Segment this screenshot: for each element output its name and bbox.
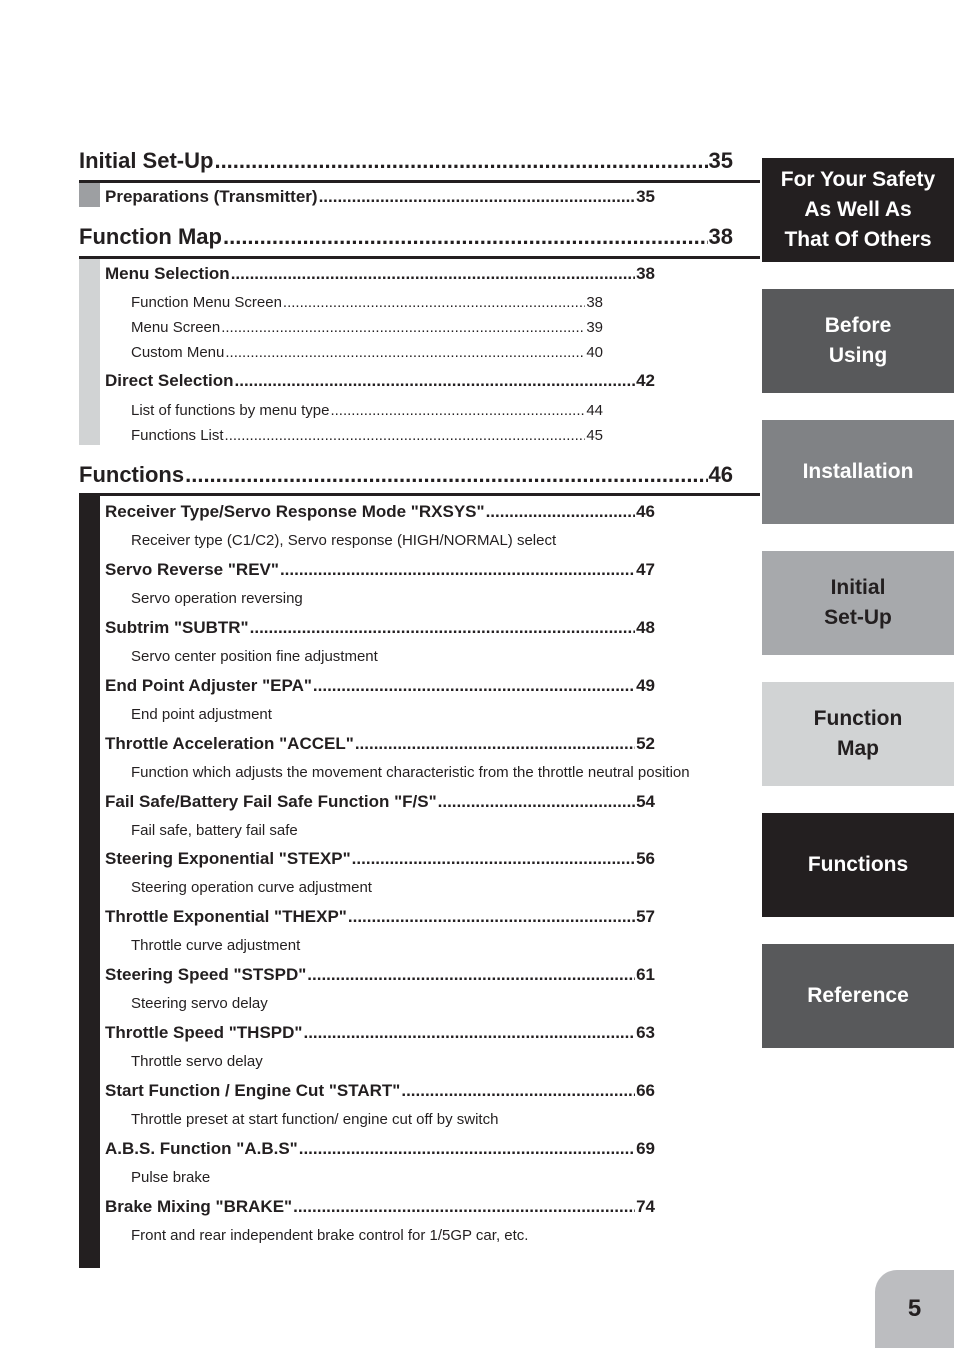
section-initial-setup — [79, 148, 760, 210]
toc-entry[interactable]: Throttle Acceleration "ACCEL" ..... 52 — [105, 734, 655, 754]
entry-description: Receiver type (C1/C2), Servo response (HIGH/NORMAL) select — [131, 532, 557, 549]
section-heading[interactable] — [79, 148, 733, 174]
toc-entry[interactable]: Servo Reverse "REV" ..... 47 — [105, 560, 655, 580]
entry-description: Front and rear independent brake control for 1/5GP car, etc. — [131, 1226, 529, 1244]
toc-entry[interactable]: End Point Adjuster "EPA" ..... 49 — [105, 676, 655, 696]
section-page: 46 — [708, 462, 733, 487]
entry-label: Preparations (Transmitter) — [105, 187, 318, 206]
tab-initial-setup[interactable]: Initial Set-Up — [762, 551, 954, 655]
tab-before-using[interactable]: Before Using — [762, 289, 954, 393]
entry-description: Function which adjusts the movement characteristic from the throttle neutral position — [131, 763, 690, 781]
tab-reference[interactable]: Reference — [762, 944, 954, 1048]
toc-subentry[interactable]: List of functions by menu type ..... 44 — [131, 402, 603, 420]
toc-subentry[interactable]: Custom Menu ..... 40 — [131, 344, 603, 362]
entry-description: Fail safe, battery fail safe — [131, 821, 298, 839]
entry-description: Throttle preset at start function/ engine cut off by switch — [131, 1111, 499, 1128]
toc-entry[interactable]: Subtrim "SUBTR" ..... 48 — [105, 618, 655, 638]
entry-page: 35 — [636, 187, 655, 206]
entry-description: Steering servo delay — [131, 995, 268, 1013]
toc-entry[interactable]: Start Function / Engine Cut "START" ..... 66 — [105, 1081, 655, 1101]
section-heading[interactable] — [79, 462, 733, 488]
entry-description: Servo center position fine adjustment — [131, 647, 378, 665]
page-number: 5 — [875, 1270, 954, 1348]
section-heading[interactable] — [79, 224, 733, 250]
toc-entry[interactable]: Fail Safe/Battery Fail Safe Function "F/S" ..... 54 — [105, 792, 655, 812]
toc-entry[interactable]: Throttle Exponential "THEXP" ..... 57 — [105, 907, 655, 927]
toc-entry[interactable]: Menu Selection ..... 38 — [105, 264, 655, 284]
section-rule — [79, 493, 760, 496]
tab-safety[interactable]: For Your Safety As Well As That Of Others — [762, 158, 954, 262]
section-function-map — [79, 224, 760, 448]
tab-functions[interactable]: Functions — [762, 813, 954, 917]
toc-entry[interactable]: Brake Mixing "BRAKE" ..... 74 — [105, 1197, 655, 1217]
entry-description: Steering operation curve adjustment — [131, 879, 372, 897]
entry-description: Throttle curve adjustment — [131, 937, 301, 955]
entry-description: Servo operation reversing — [131, 589, 303, 607]
entry-description: End point adjustment — [131, 705, 272, 723]
toc-entry[interactable]: A.B.S. Function "A.B.S" ..... 69 — [105, 1139, 655, 1159]
section-bar — [79, 183, 100, 207]
section-page: 35 — [708, 148, 733, 173]
toc-entry[interactable] — [105, 187, 655, 207]
section-rule — [79, 256, 760, 259]
section-page: 38 — [708, 224, 733, 249]
section-bar — [79, 259, 100, 445]
entry-description: Throttle servo delay — [131, 1053, 263, 1071]
toc-entry[interactable]: Receiver Type/Servo Response Mode "RXSYS" ..... 46 — [105, 502, 655, 522]
toc-entry[interactable]: Throttle Speed "THSPD" ..... 63 — [105, 1023, 655, 1043]
section-rule — [79, 180, 760, 183]
toc-subentry[interactable]: Functions List ..... 45 — [131, 427, 603, 445]
section-title: Function Map — [79, 224, 222, 249]
section-title: Initial Set-Up — [79, 148, 214, 173]
toc-subentry[interactable]: Menu Screen ..... 39 — [131, 319, 603, 337]
section-title: Functions — [79, 462, 185, 487]
entry-description: Pulse brake — [131, 1168, 211, 1186]
toc-entry[interactable]: Steering Exponential "STEXP" ..... 56 — [105, 849, 655, 869]
section-bar — [79, 496, 100, 1268]
tab-installation[interactable]: Installation — [762, 420, 954, 524]
toc-entry[interactable]: Direct Selection ..... 42 — [105, 371, 655, 391]
tab-function-map[interactable]: Function Map — [762, 682, 954, 786]
section-functions — [79, 462, 760, 1270]
toc-entry[interactable]: Steering Speed "STSPD" ..... 61 — [105, 965, 655, 985]
toc-subentry[interactable]: Function Menu Screen ..... 38 — [131, 294, 603, 312]
